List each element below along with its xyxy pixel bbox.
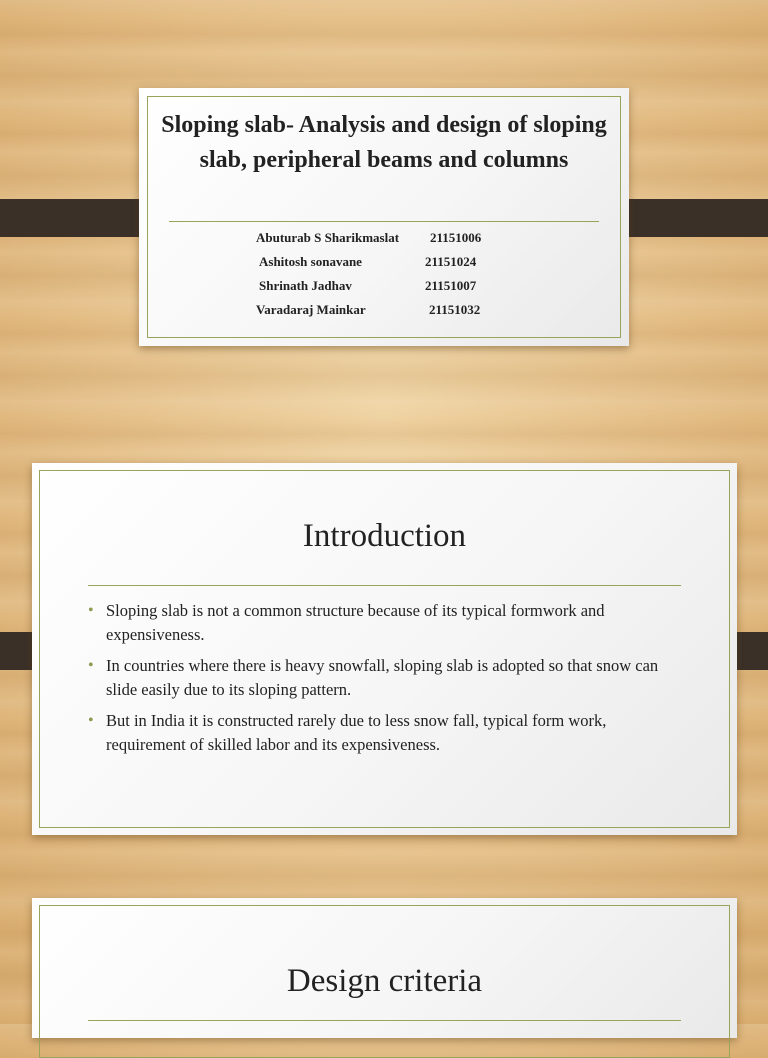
author-id: 21151006 [430,230,482,245]
author-row [139,250,629,274]
author-row [139,274,629,298]
author-name: Abuturab S Sharikmaslat [256,230,400,245]
title-slide[interactable] [139,88,629,346]
author-name: Shrinath Jadhav [259,278,352,293]
author-id: 21151032 [429,302,481,317]
author-row [139,298,629,322]
heading-divider [88,1020,681,1021]
title-divider [169,221,599,222]
bullet-item [88,599,687,647]
bullet-text: Sloping slab is not a common structure because of its typical formwork and expensiveness. [106,601,605,644]
author-list [139,226,629,322]
author-name: Ashitosh sonavane [259,254,362,269]
slide-heading: Design criteria [286,963,483,999]
author-name: Varadaraj Mainkar [256,302,366,317]
decor-bar-right-1 [613,199,768,237]
decor-bar-left-1 [0,199,155,237]
author-id: 21151024 [425,254,477,269]
bullet-item [88,709,687,757]
introduction-slide[interactable] [32,463,737,835]
bullet-item [88,654,687,702]
bullet-text: But in India it is constructed rarely due to less snow fall, typical form work, requirement of skilled labor and its expensiveness. [106,711,607,754]
bullet-icon: • [88,657,94,674]
design-criteria-slide[interactable] [32,898,737,1038]
bullet-icon: • [88,602,94,619]
author-id: 21151007 [425,278,477,293]
bullet-list [88,599,687,764]
bullet-text: In countries where there is heavy snowfall, sloping slab is adopted so that snow can slide easily due to its sloping pattern. [106,656,659,699]
presentation-title: Sloping slab- Analysis and design of sloping slab, peripheral beams and columns [161,112,607,173]
slide-heading: Introduction [302,518,467,554]
bullet-icon: • [88,712,94,729]
heading-divider [88,585,681,586]
author-row [139,226,629,250]
